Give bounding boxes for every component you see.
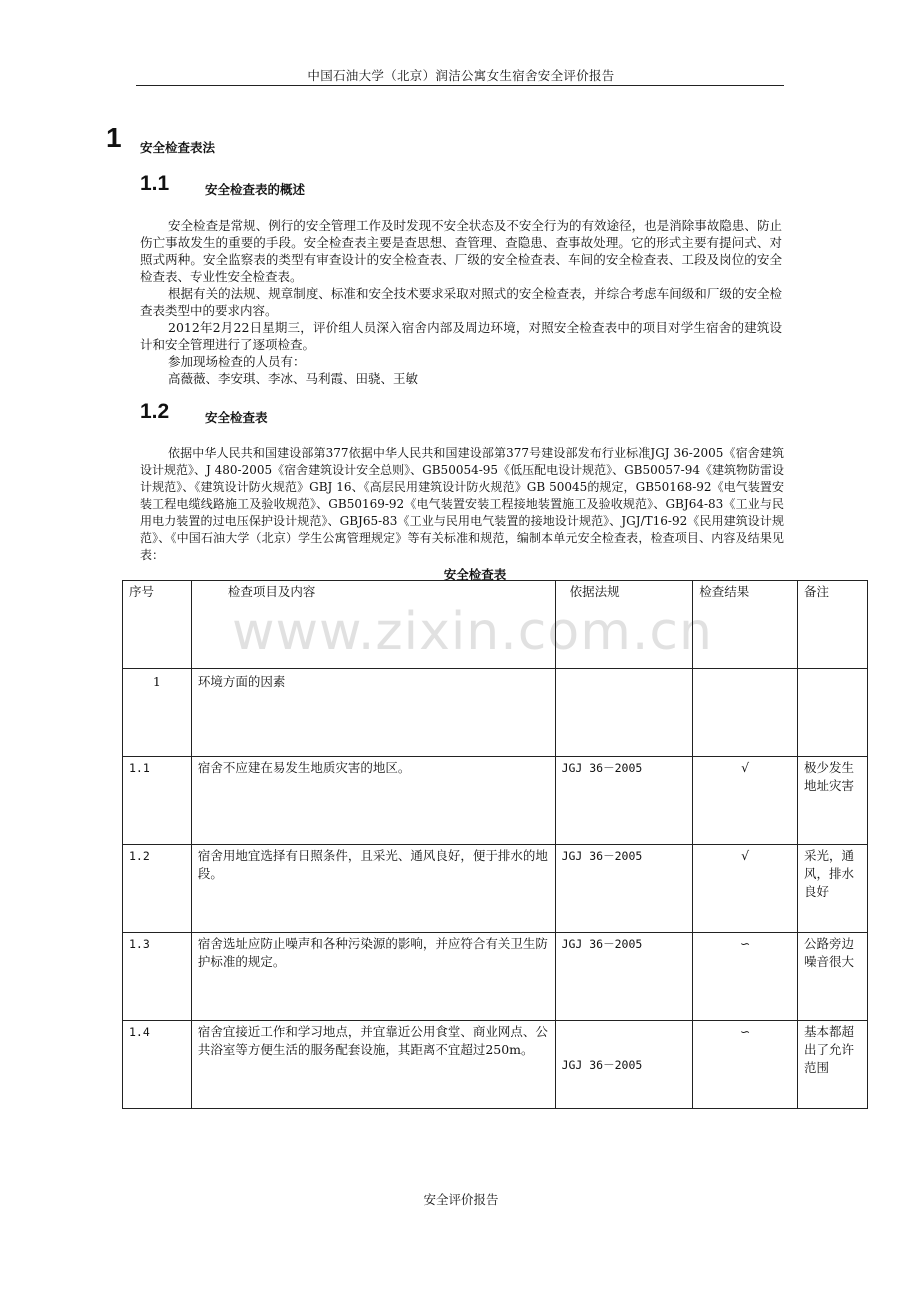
row-law: JGJ 36－2005 [555,845,693,933]
checklist-intro [140,445,784,564]
row-law: JGJ 36－2005 [555,1021,693,1109]
page-footer: 安全评价报告 [423,1192,499,1207]
row-number: 1.3 [123,933,192,1021]
table-row [123,845,868,933]
row-number: 1.1 [123,757,192,845]
row-number: 1 [123,669,192,757]
header-cell: 依据法规 [555,581,693,669]
header-cell: 检查结果 [693,581,798,669]
paragraph: 根据有关的法规、规章制度、标准和安全技术要求采取对照式的安全检查表，并综合考虑车间级和厂级的安全检查表类型中的要求内容。 [140,286,782,318]
row-number: 1.2 [123,845,192,933]
row-law [555,669,693,757]
row-note: 基本都超出了允许范围 [798,1021,868,1109]
inspector-names: 高薇薇、李安琪、李冰、马利霞、田骁、王敏 [168,371,419,386]
paragraph: 参加现场检查的人员有： [168,354,306,369]
row-note [798,669,868,757]
row-note: 极少发生地址灾害 [798,757,868,845]
subsection-title: 安全检查表 [205,410,268,425]
safety-checklist-table [122,580,868,1109]
row-result: √ [693,757,798,845]
row-result: ∽ [693,933,798,1021]
table-caption: 安全检查表 [443,567,507,582]
row-result [693,669,798,757]
row-result: √ [693,845,798,933]
section-number: 1 [106,122,122,153]
section-title: 安全检查表法 [140,140,216,155]
overview-body [140,217,782,387]
row-number: 1.4 [123,1021,192,1109]
row-law: JGJ 36－2005 [555,933,693,1021]
row-item: 宿舍用地宜选择有日照条件，且采光、通风良好，便于排水的地段。 [191,845,555,933]
row-item: 环境方面的因素 [191,669,555,757]
paragraph: 依据中华人民共和国建设部第377依据中华人民共和国建设部第377号建设部发布行业标准JGJ 36-2005《宿舍建筑设计规范》、J 480-2005《宿舍建筑设计安全总则》、GB50054-95《低压配电设计规范》、GB50057-94《建筑物防雷设计规范》、《建筑设计防火规范》GBJ 16、《高层民用建筑设计防火规范》GB 50045的规定，GB50168-92《电气装置安装工程电缆线路施工及验收规范》、GB50169-92《电气装置安装工程接地装置施工及验收规范》、GBJ64-83《工业与民用电力装置的过电压保护设计规范》、GBJ65-83《工业与民用电气装置的接地设计规范》、JGJ/T16-92《民用建筑设计规范》、《中国石油大学（北京）学生公寓管理规定》等有关标准和规范，编制本单元安全检查表，检查项目、内容及结果见表： [140,446,784,562]
table-row [123,933,868,1021]
subsection-number: 1.1 [140,172,170,195]
row-result: ∽ [693,1021,798,1109]
table-header-row [123,581,868,669]
row-law: JGJ 36－2005 [555,757,693,845]
header-cell: 检查项目及内容 [191,581,555,669]
header-divider [136,85,784,86]
watermark: www.zixin.com.cn [232,602,713,662]
table-row [123,669,868,757]
subsection-number: 1.2 [140,400,170,423]
table-row [123,1021,868,1109]
row-item: 宿舍不应建在易发生地质灾害的地区。 [191,757,555,845]
row-note: 公路旁边噪音很大 [798,933,868,1021]
row-item: 宿舍选址应防止噪声和各种污染源的影响，并应符合有关卫生防护标准的规定。 [191,933,555,1021]
header-cell: 序号 [123,581,192,669]
header-cell: 备注 [798,581,868,669]
row-note: 采光，通风，排水良好 [798,845,868,933]
paragraph: 2012年2月22日星期三，评价组人员深入宿舍内部及周边环境，对照安全检查表中的项目对学生宿舍的建筑设计和安全管理进行了逐项检查。 [140,320,782,352]
paragraph: 安全检查是常规、例行的安全管理工作及时发现不安全状态及不安全行为的有效途径，也是消除事故隐患、防止伤亡事故发生的重要的手段。安全检查表主要是查思想、查管理、查隐患、查事故处理。它的形式主要有提问式、对照式两种。安全监察表的类型有审查设计的安全检查表、厂级的安全检查表、车间的安全检查表、工段及岗位的安全检查表、专业性安全检查表。 [140,218,782,284]
row-item: 宿舍宜接近工作和学习地点，并宜靠近公用食堂、商业网点、公共浴室等方便生活的服务配套设施，其距离不宜超过250m。 [191,1021,555,1109]
subsection-title: 安全检查表的概述 [205,182,306,197]
table-row [123,757,868,845]
page-header: 中国石油大学（北京）润洁公寓女生宿舍安全评价报告 [307,68,615,83]
